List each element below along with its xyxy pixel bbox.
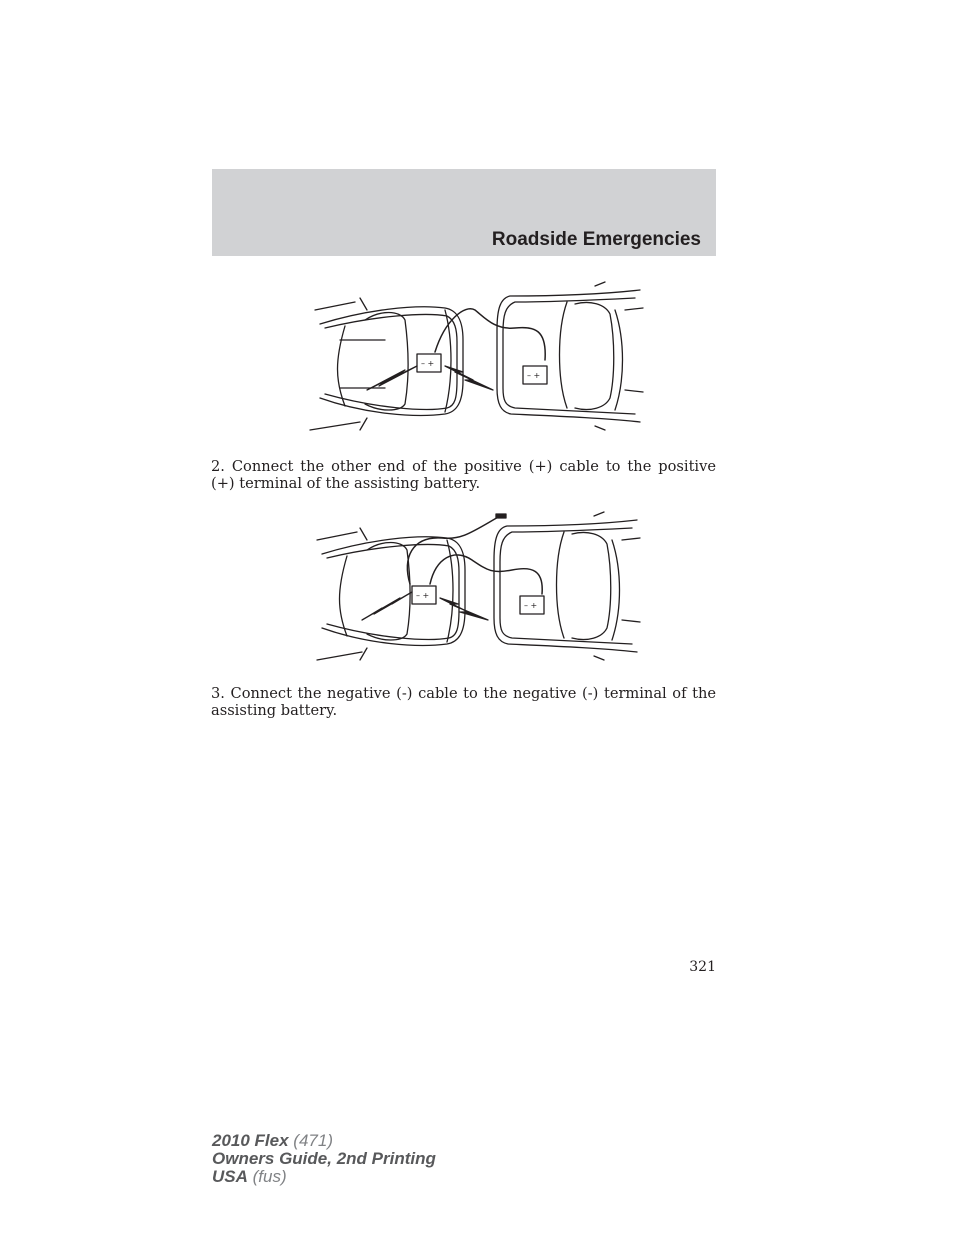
step-3-text: 3. Connect the negative (-) cable to the negative (-) terminal of the assisting battery. bbox=[211, 685, 716, 719]
positive-jumper-cable bbox=[435, 309, 545, 360]
assisting-vehicle bbox=[497, 282, 643, 430]
footer-model-code: (471) bbox=[293, 1131, 333, 1150]
section-title: Roadside Emergencies bbox=[491, 229, 701, 250]
spark-bolt-right bbox=[445, 366, 493, 390]
jump-start-illustration-step-2 bbox=[305, 280, 645, 440]
footer-model: 2010 Flex bbox=[212, 1131, 289, 1150]
positive-jumper-cable bbox=[430, 555, 542, 594]
assisting-battery-terminals: – + bbox=[524, 601, 538, 610]
section-header-band bbox=[212, 169, 716, 256]
negative-cable-clamp bbox=[496, 514, 506, 518]
footer-guide: Owners Guide, 2nd Printing bbox=[212, 1149, 436, 1168]
footer-line-2 bbox=[212, 1150, 436, 1168]
disabled-battery-terminals: – + bbox=[421, 359, 435, 368]
step-2-text: 2. Connect the other end of the positive (+) cable to the positive (+) terminal of the assisting battery. bbox=[211, 458, 716, 492]
assisting-vehicle bbox=[494, 512, 640, 660]
disabled-vehicle bbox=[317, 528, 465, 660]
document-footer bbox=[212, 1132, 436, 1186]
jump-start-illustration-step-3 bbox=[312, 508, 642, 670]
spark-bolt-left bbox=[367, 366, 417, 390]
footer-market-code: (fus) bbox=[252, 1167, 287, 1186]
page-number: 321 bbox=[689, 959, 716, 975]
assisting-battery-terminals: – + bbox=[527, 371, 541, 380]
footer-line-1 bbox=[212, 1132, 436, 1150]
disabled-battery-terminals: – + bbox=[416, 591, 430, 600]
footer-market: USA bbox=[212, 1167, 248, 1186]
spark-bolt-left bbox=[362, 592, 412, 620]
footer-line-3 bbox=[212, 1168, 436, 1186]
spark-bolt-right bbox=[440, 598, 488, 620]
